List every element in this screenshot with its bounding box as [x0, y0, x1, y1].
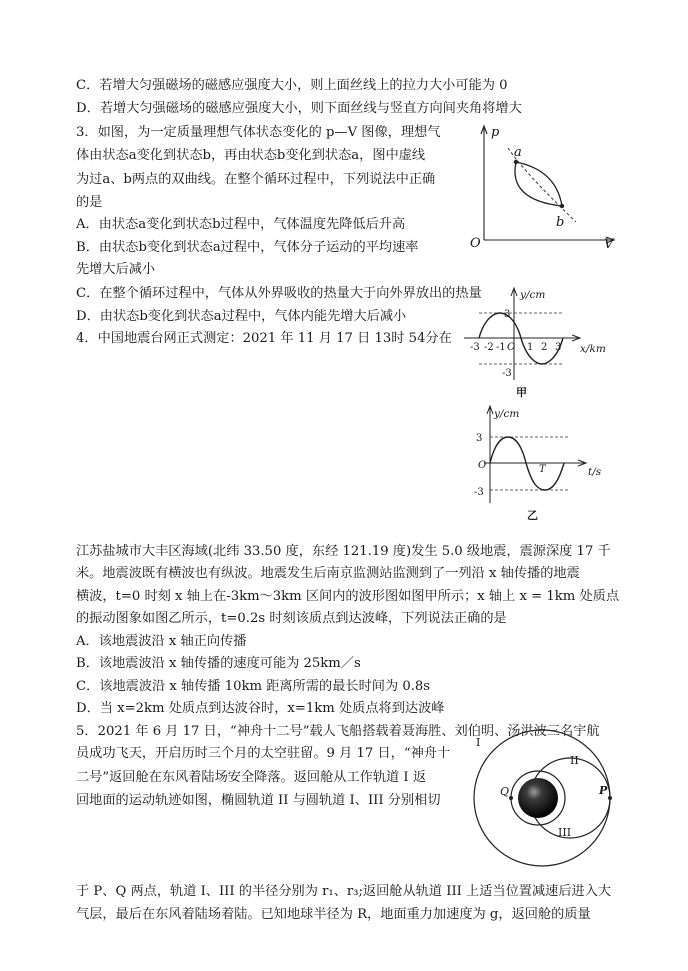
q3-stem-1: 3．如图，为一定质量理想气体状态变化的 p—V 图像，理想气	[76, 125, 441, 140]
q3-option-a: A．由状态a变化到状态b过程中，气体温度先降低后升高	[76, 217, 406, 232]
state-b-label: b	[556, 215, 565, 230]
q4-option-d: D．当 x=2km 处质点到达波谷时，x=1km 处质点将到达波峰	[76, 701, 445, 716]
wave-xtick: -3	[470, 342, 480, 353]
q3-option-b-1: B．由状态b变化到状态a过程中，气体分子运动的平均速率	[76, 240, 419, 255]
v-axis-label: V	[604, 237, 614, 250]
wave-caption: 甲	[516, 386, 527, 399]
q4-option-c: C．该地震波沿 x 轴传播 10km 距离所需的最长时间为 0.8s	[76, 679, 431, 694]
q3-option-c: C．在整个循环过程中，气体从外界吸收的热量大于向外界放出的热量	[76, 286, 482, 301]
q3-stem-4: 的是	[76, 195, 103, 210]
wave-xtick: 1	[527, 342, 534, 353]
q3-option-d: D．由状态b变化到状态a过程中，气体内能先增大后减小	[76, 309, 407, 324]
pv-diagram	[468, 124, 618, 250]
orbit-i-label: I	[476, 736, 481, 749]
vib-period-label: T	[539, 464, 546, 475]
q5-stem-2: 员成功飞天，开启历时三个月的太空驻留。9 月 17 日，“神舟十	[76, 746, 451, 761]
orbit-iii-label: III	[558, 826, 572, 839]
wave-ylabel: y/cm	[520, 289, 546, 301]
point-p-label: P	[599, 784, 608, 797]
vib-xlabel: t/s	[588, 466, 602, 478]
q5-stem-6: 气层，最后在东风着陆场着陆。已知地球半径为 R，地面重力加速度为 g，返回舱的质量	[76, 907, 591, 922]
wave-xtick: -2	[484, 342, 494, 353]
wave-graph	[462, 284, 614, 400]
q4-stem-1: 4．中国地震台网正式测定：2021 年 11 月 17 日 13时 54分在	[76, 331, 452, 346]
vib-ytick-bottom: -3	[474, 487, 484, 498]
q4-stem-4: 横波，t=0 时刻 x 轴上在-3km～3km 区间内的波形图如图甲所示；x 轴上 x = 1km 处质点	[76, 589, 620, 604]
state-a-label: a	[514, 145, 522, 160]
wave-xlabel: x/km	[580, 343, 606, 355]
origin-label: O	[470, 236, 481, 250]
q4-stem-2: 江苏盐城市大丰区海域(北纬 33.50 度，东经 121.19 度)发生 5.0 级地震，震源深度 17 千	[76, 544, 611, 559]
orbit-ii-label: II	[570, 754, 579, 767]
q3-stem-2: 体由状态a变化到状态b，再由状态b变化到状态a，图中虚线	[76, 148, 426, 163]
vibration-graph	[462, 403, 614, 521]
vib-ytick-top: 3	[476, 433, 483, 444]
option-d-magnet: D．若增大匀强磁场的磁感应强度大小，则下面丝线与竖直方向间夹角将增大	[76, 101, 522, 116]
p-axis-label: p	[491, 125, 500, 140]
q5-stem-1: 5．2021 年 6 月 17 日，“神舟十二号”载人飞船搭载着聂海胜、刘伯明、汤洪波三名宇航	[76, 724, 600, 739]
q4-stem-3: 米。地震波既有横波也有纵波。地震发生后南京监测站监测到了一列沿 x 轴传播的地震	[76, 566, 580, 581]
q5-stem-4: 回地面的运动轨迹如图，椭圆轨道 II 与圆轨道 I、III 分别相切	[76, 793, 441, 808]
wave-ytick-bottom: -3	[502, 368, 512, 379]
point-q-label: Q	[500, 785, 510, 798]
wave-origin: O	[507, 342, 516, 353]
q5-stem-5: 于 P、Q 两点，轨道 I、III 的半径分别为 r₁、r₃;返回舱从轨道 III 上适当位置减速后进入大	[76, 884, 612, 899]
orbit-diagram	[466, 724, 616, 874]
option-c-magnet: C．若增大匀强磁场的磁感应强度大小，则上面丝线上的拉力大小可能为 0	[76, 78, 508, 93]
q3-option-b-2: 先增大后减小	[76, 262, 156, 277]
q5-stem-3: 二号”返回舱在东风着陆场安全降落。返回舱从工作轨道 I 返	[76, 770, 427, 785]
vib-ylabel: y/cm	[494, 408, 520, 420]
q4-option-a: A．该地震波沿 x 轴正向传播	[76, 634, 247, 649]
q3-stem-3: 为过a、b两点的双曲线。在整个循环过程中，下列说法中正确	[76, 172, 436, 187]
q4-stem-5: 的振动图象如图乙所示，t=0.2s 时刻该质点到达波峰，下列说法正确的是	[76, 611, 507, 626]
wave-xtick: -1	[496, 342, 506, 353]
vib-origin: O	[478, 460, 487, 471]
vib-caption: 乙	[527, 509, 538, 521]
wave-xtick: 3	[555, 342, 562, 353]
wave-ytick-top: 3	[504, 309, 511, 320]
wave-xtick: 2	[541, 342, 548, 353]
q4-option-b: B．该地震波沿 x 轴传播的速度可能为 25km／s	[76, 656, 361, 671]
